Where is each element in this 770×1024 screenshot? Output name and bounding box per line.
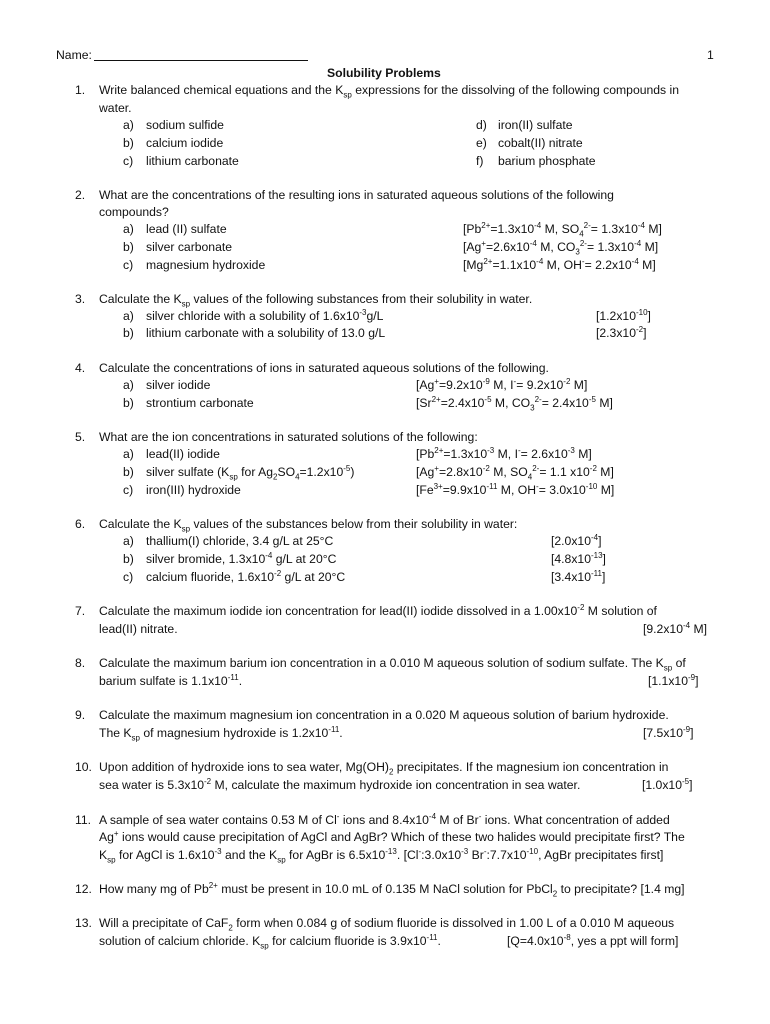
answer: $[4.8x10^{-13}]$ [551,550,606,566]
question-number: 9. [75,708,86,722]
question-text: barium sulfate is $1.1x10^{-11}$. [99,672,243,688]
question-text: compounds? [99,205,169,219]
question-text: Calculate the maximum magnesium ion concentration in a 0.020 M aqueous solution of barium hydroxide. [99,708,669,722]
list-item: calcium fluoride, $1.6x10^{-2}$ g/L at 20°C [146,568,346,584]
list-item-letter: c) [123,483,134,497]
question-text: Write balanced chemical equations and the $K_{sp}$ expressions for the dissolving of the following compounds in [99,83,680,100]
answer: [$Pb^{2+}=1.3x10^{-4}$ M, $SO_4^{2-}= 1.3x10^{-4}$ M] [463,220,662,239]
answer: [$Fe^{3+}=9.9x10^{-11}$ M, $OH^-= 3.0x10^{-10}$ M] [416,481,615,497]
list-item-letter: b) [123,326,134,340]
question-number: 1. [75,83,86,97]
list-item-letter: c) [123,258,134,272]
answer: [$Ag^+=2.6x10^{-4}$ M, $CO_3^{2-}= 1.3x10^{-4}$ M] [463,238,659,257]
list-item: silver chloride with a solubility of $1.6x10^{-3}g/L$ [146,307,384,323]
list-item-letter: a) [123,222,134,236]
list-item: sodium sulfide [146,118,224,132]
question-number: 7. [75,604,86,618]
question-number: 11. [75,813,92,827]
list-item-letter: a) [123,378,134,392]
question-text: Calculate the $K_{sp}$ values of the substances below from their solubility in water: [99,517,518,534]
list-item: calcium iodide [146,136,224,150]
question-number: 12. [75,882,92,896]
question-text: How many mg of $Pb^{2+}$ must be present in 10.0 mL of 0.135 M NaCl solution for PbCl$_2$ to precipitate? [1.4 mg] [99,880,685,899]
list-item: magnesium hydroxide [146,258,266,272]
question-number: 2. [75,188,86,202]
list-item: silver sulfate ($K_{sp}$ for $Ag_2SO_4=1.2x10^{-5}$) [146,463,355,482]
list-item: strontium carbonate [146,396,254,410]
answer: [$Q=4.0x10^{-8}$, yes a ppt will form] [507,932,679,948]
question-number: 5. [75,430,86,444]
list-item: iron(II) sulfate [498,118,573,132]
question-text: Calculate the concentrations of ions in saturated aqueous solutions of the following. [99,361,549,375]
list-item: lead(II) iodide [146,447,220,461]
answer: [$Sr^{2+}=2.4x10^{-5}$ M, $CO_3^{2-}= 2.4x10^{-5}$ M] [416,394,613,413]
list-item: lithium carbonate [146,154,239,168]
list-item: silver carbonate [146,240,233,254]
name-label: Name: [56,48,92,62]
question-number: 4. [75,361,86,375]
list-item: cobalt(II) nitrate [498,136,583,150]
list-item-letter: b) [123,136,134,150]
page-title: Solubility Problems [327,66,441,80]
list-item: lead (II) sulfate [146,222,227,236]
answer: [$9.2x10^{-4}$ M] [643,620,708,636]
list-item-letter: a) [123,118,134,132]
question-text: Ag+ ions would cause precipitation of AgCl and AgBr? Which of these two halides would precipitate first? The [99,828,685,844]
question-text: A sample of sea water contains 0.53 M of Cl- ions and $8.4x10^{-4}$ M of Br- ions. What concentration of added [99,811,670,827]
answer: $[7.5x10^{-9}]$ [643,724,694,740]
question-text: Will a precipitate of CaF$_2$ form when 0.084 g of sodium fluoride is dissolved in 1.00 L of a 0.010 M aqueous [99,916,675,933]
question-number: 8. [75,656,86,670]
name-blank-line [94,60,308,61]
list-item: iron(III) hydroxide [146,483,241,497]
answer: [$Ag^+=2.8x10^{-2}$ M, $SO_4^{2-}= 1.1$ $x10^{-2}$ M] [416,463,614,482]
question-text: Upon addition of hydroxide ions to sea water, $Mg(OH)_2$ precipitates. If the magnesium ion concentration in [99,760,669,777]
question-text: $K_{sp}$ for AgCl is $1.6x10^{-3}$ and the $K_{sp}$ for AgBr is $6.5x10^{-13}$. [$Cl^-:3.0x10^{-3}$ $Br^-:7.7x10^{-10}$, AgBr precipitates first] [99,846,664,865]
page-number: 1 [707,48,714,62]
list-item: barium phosphate [498,154,596,168]
question-text: The $K_{sp}$ of magnesium hydroxide is $1.2x10^{-11}$. [99,724,343,743]
list-item-letter: c) [123,570,134,584]
list-item-letter: b) [123,552,134,566]
question-number: 13. [75,916,92,930]
answer: $[1.1x10^{-9}]$ [648,672,699,688]
list-item-letter: d) [476,118,487,132]
list-item-letter: b) [123,396,134,410]
answer: $[1.0x10^{-5}]$ [642,776,693,792]
list-item-letter: e) [476,136,487,150]
list-item-letter: c) [123,154,134,168]
list-item: silver iodide [146,378,211,392]
question-number: 10. [75,760,92,774]
question-text: sea water is $5.3x10^{-2}$ M, calculate the maximum hydroxide ion concentration in sea water. [99,776,581,792]
list-item-letter: b) [123,465,134,479]
list-item-letter: a) [123,447,134,461]
list-item-letter: a) [123,534,134,548]
question-text: Calculate the $K_{sp}$ values of the following substances from their solubility in water. [99,292,533,309]
question-text: What are the ion concentrations in saturated solutions of the following: [99,430,478,444]
answer: $[1.2x10^{-10}]$ [596,307,651,323]
list-item-letter: b) [123,240,134,254]
question-text: water. [99,101,132,115]
answer: [$Mg^{2+}=1.1x10^{-4}$ M, $OH^-= 2.2x10^{-4}$ M] [463,256,656,272]
question-text: Calculate the maximum barium ion concentration in a 0.010 M aqueous solution of sodium sulfate. The $K_{sp}$ of [99,656,686,673]
question-text: Calculate the maximum iodide ion concentration for lead(II) iodide dissolved in a $1.00x10^{-2}$ M solution of [99,602,657,618]
question-number: 3. [75,292,86,306]
question-text: lead(II) nitrate. [99,622,178,636]
question-text: solution of calcium chloride. $K_{sp}$ for calcium fluoride is $3.9x10^{-11}$. [99,932,441,951]
list-item-letter: a) [123,309,134,323]
answer: [$Pb^{2+}=1.3x10^{-3}$ M, $I^-= 2.6x10^{-3}$ M] [416,445,592,461]
list-item: silver bromide, $1.3x10^{-4}$ g/L at 20°C [146,550,337,566]
answer: $[2.3x10^{-2}]$ [596,324,647,340]
question-text: What are the concentrations of the resulting ions in saturated aqueous solutions of the following [99,188,614,202]
question-number: 6. [75,517,86,531]
answer: $[2.0x10^{-4}]$ [551,532,602,548]
list-item-letter: f) [476,154,484,168]
answer: [$Ag^+=9.2x10^{-9}$ M, $I^-= 9.2x10^{-2}$ M] [416,376,588,392]
list-item: lithium carbonate with a solubility of 13.0 g/L [146,326,386,340]
list-item: thallium(I) chloride, 3.4 g/L at 25°C [146,534,334,548]
answer: $[3.4x10^{-11}]$ [551,568,606,584]
